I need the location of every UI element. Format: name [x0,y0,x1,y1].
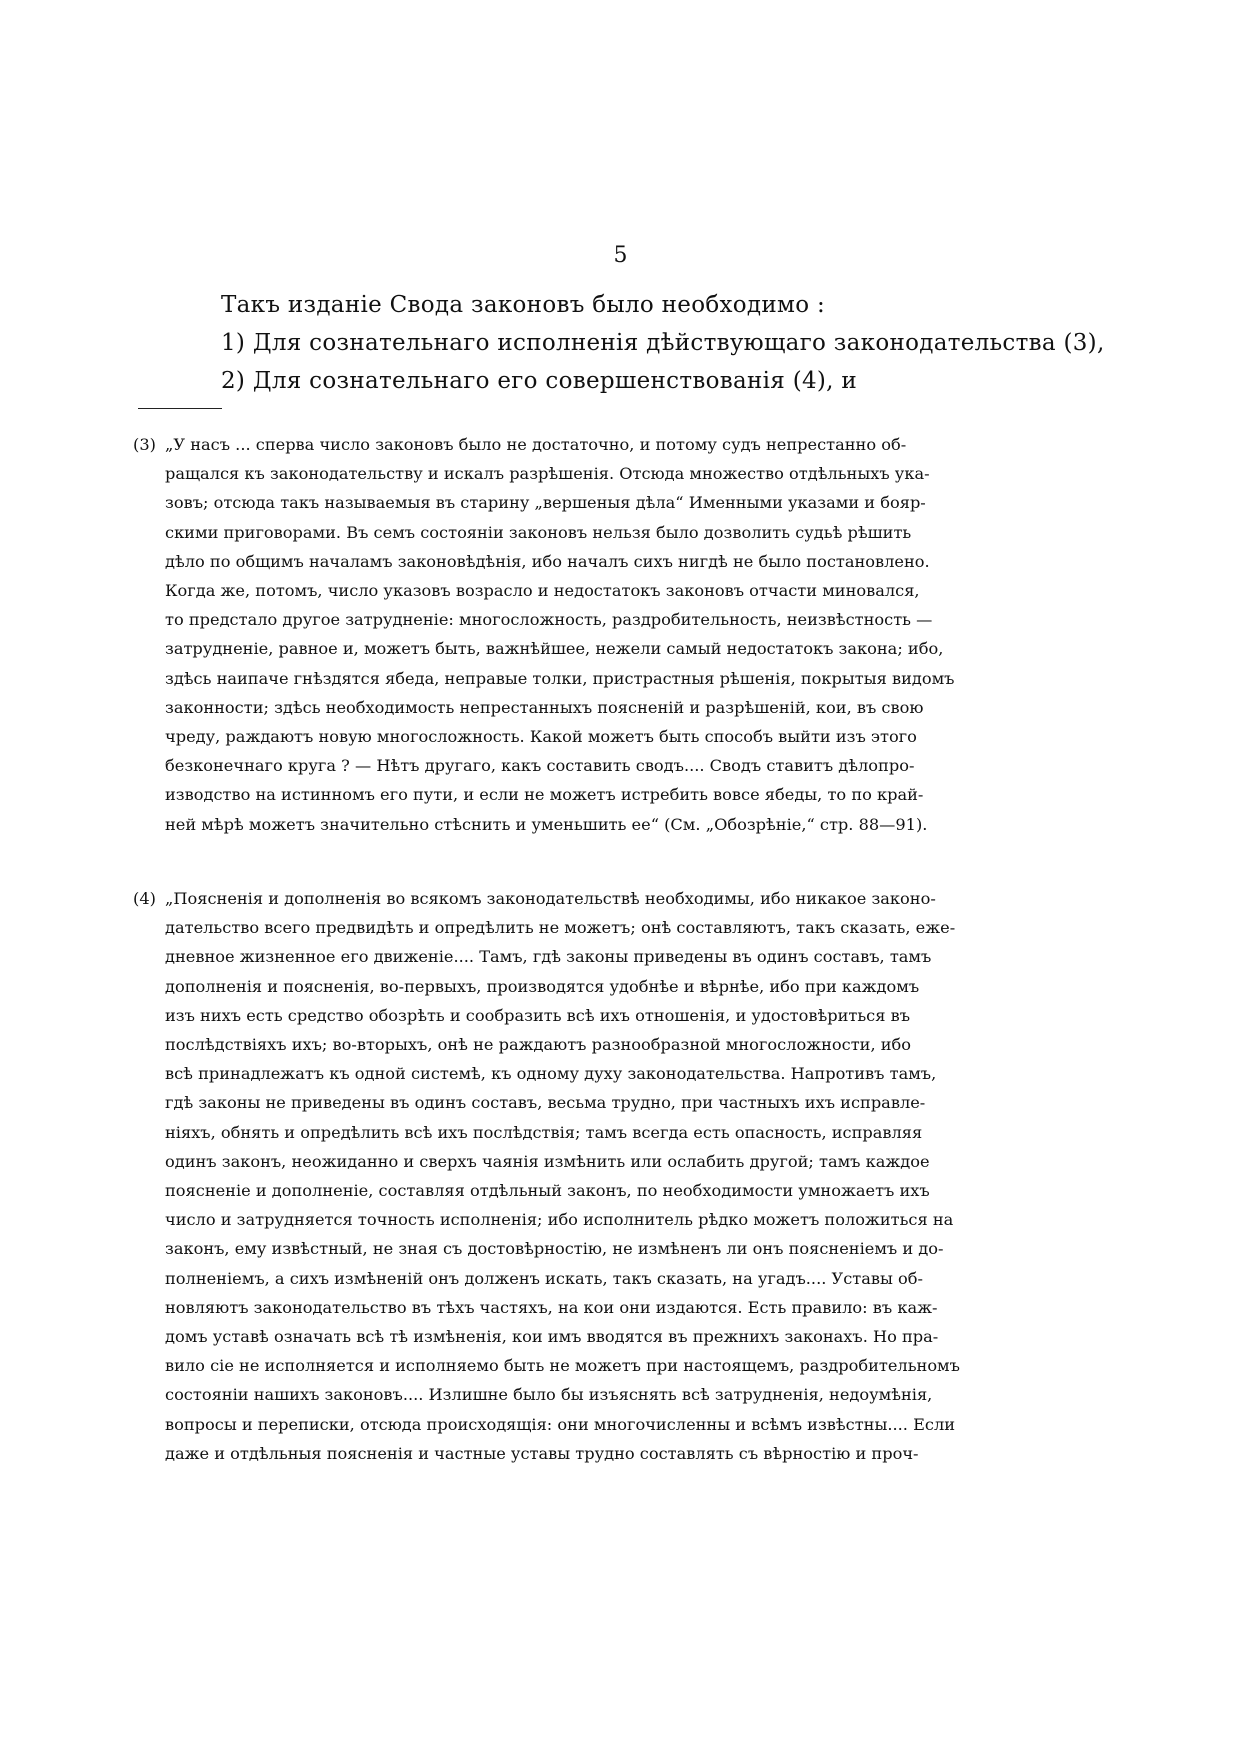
footnote-line: зовъ; отсюда такъ называемыя въ старину „вершеныя дѣла“ Именными указами и бояр- [165,493,926,513]
footnote-line: здѣсь наипаче гнѣздятся ябеда, неправые толки, пристрастныя рѣшенія, покрытыя видомъ [165,668,955,688]
footnote-line: вопросы и переписки, отсюда происходящія: они многочисленны и всѣмъ извѣстны.... Если [165,1414,956,1434]
footnote-line: вило сіе не исполняется и исполняемо быть не можетъ при настоящемъ, раздробительномъ [165,1356,960,1376]
footnote-line: всѣ принадлежатъ къ одной системѣ, къ одному духу законодательства. Напротивъ тамъ, [165,1064,937,1084]
footnote-mark: (4) [133,889,156,908]
footnote-line: полненіемъ, а сихъ измѣненій онъ долженъ искать, такъ сказать, на угадъ.... Уставы об- [165,1268,923,1288]
footnote-separator-rule [138,408,222,409]
footnote-line: новляютъ законодательство въ тѣхъ частяхъ, на кои они издаются. Есть правило: въ каж- [165,1297,938,1317]
footnote-3 [133,430,1105,839]
footnote-line: законъ, ему извѣстный, не зная съ достовѣрностію, не измѣненъ ли онъ поясненіемъ и до- [165,1239,944,1259]
footnote-line: „Поясненія и дополненія во всякомъ законодательствѣ необходимы, ибо никакое законо- [165,889,936,908]
footnote-line: затрудненіе, равное и, можетъ быть, важнѣйшее, нежели самый недостатокъ закона; ибо, [165,639,944,659]
footnote-line: гдѣ законы не приведены въ одинъ составъ, весьма трудно, при частныхъ ихъ исправле- [165,1093,926,1113]
main-text-line: 2) Для сознательнаго его совершенствованія (4), и [221,368,858,394]
footnote-line: состояніи нашихъ законовъ.... Излишне было бы изъяснять всѣ затрудненія, недоумѣнія, [165,1385,933,1405]
footnote-4 [133,884,1105,1468]
footnote-line: ращался къ законодательству и искалъ разрѣшенія. Отсюда множество отдѣльныхъ ука- [165,464,930,484]
footnote-line: чреду, раждаютъ новую многосложность. Какой можетъ быть способъ выйти изъ этого [165,727,917,747]
footnote-line: одинъ законъ, неожиданно и сверхъ чаянія измѣнить или ослабить другой; тамъ каждое [165,1151,930,1171]
footnote-line: дневное жизненное его движеніе.... Тамъ, гдѣ законы приведены въ одинъ составъ, тамъ [165,947,932,967]
footnote-line: ней мѣрѣ можетъ значительно стѣснить и уменьшить ее“ (См. „Обозрѣніе,“ стр. 88—91). [165,814,928,834]
footnote-line: изъ нихъ есть средство обозрѣть и сообразить всѣ ихъ отношенія, и удостовѣриться въ [165,1005,911,1025]
page-number: 5 [613,243,628,268]
footnote-line: поясненіе и дополненіе, составляя отдѣльный законъ, по необходимости умножаетъ ихъ [165,1181,930,1201]
footnote-line: даже и отдѣльныя поясненія и частные уставы трудно составлять съ вѣрностію и проч- [165,1443,919,1463]
footnote-line: законности; здѣсь необходимость непрестанныхъ поясненій и разрѣшеній, кои, въ свою [165,697,924,717]
footnote-line: дѣло по общимъ началамъ законовѣдѣнія, ибо началъ сихъ нигдѣ не было постановлено. [165,551,930,571]
footnote-line: дательство всего предвидѣть и опредѣлить не можетъ; онѣ составляютъ, такъ сказать, еже- [165,918,956,938]
footnote-line: послѣдствіяхъ ихъ; во-вторыхъ, онѣ не раждаютъ разнообразной многосложности, ибо [165,1035,912,1055]
footnote-line: дополненія и поясненія, во-первыхъ, производятся удобнѣе и вѣрнѣе, ибо при каждомъ [165,976,920,996]
footnote-mark: (3) [133,435,156,454]
footnote-line: безконечнаго круга ? — Нѣтъ другаго, какъ составить сводъ.... Сводъ ставитъ дѣлопро- [165,756,915,776]
main-text-line: 1) Для сознательнаго исполненія дѣйствующаго законодательства (3), [221,330,1105,356]
footnote-line: скими приговорами. Въ семъ состояніи законовъ нельзя было дозволить судьѣ рѣшить [165,522,912,542]
footnote-line: то предстало другое затрудненіе: многосложность, раздробительность, неизвѣстность — [165,610,933,630]
footnote-line: число и затрудняется точность исполненія; ибо исполнитель рѣдко можетъ положиться на [165,1210,954,1230]
footnote-line: ніяхъ, обнять и опредѣлить всѣ ихъ послѣдствія; тамъ всегда есть опасность, исправляя [165,1122,923,1142]
footnote-line: „У насъ ... сперва число законовъ было не достаточно, и потому судъ непрестанно об- [165,435,907,454]
footnote-line: домъ уставѣ означать всѣ тѣ измѣненія, кои имъ вводятся въ прежнихъ законахъ. Но пра- [165,1327,939,1347]
main-text-line: Такъ изданіе Свода законовъ было необходимо : [221,292,826,318]
main-text [221,286,1105,400]
footnote-line: Когда же, потомъ, число указовъ возрасло и недостатокъ законовъ отчасти миновался, [165,581,920,601]
footnote-line: изводство на истинномъ его пути, и если не можетъ истребить вовсе ябеды, то по край- [165,785,924,805]
